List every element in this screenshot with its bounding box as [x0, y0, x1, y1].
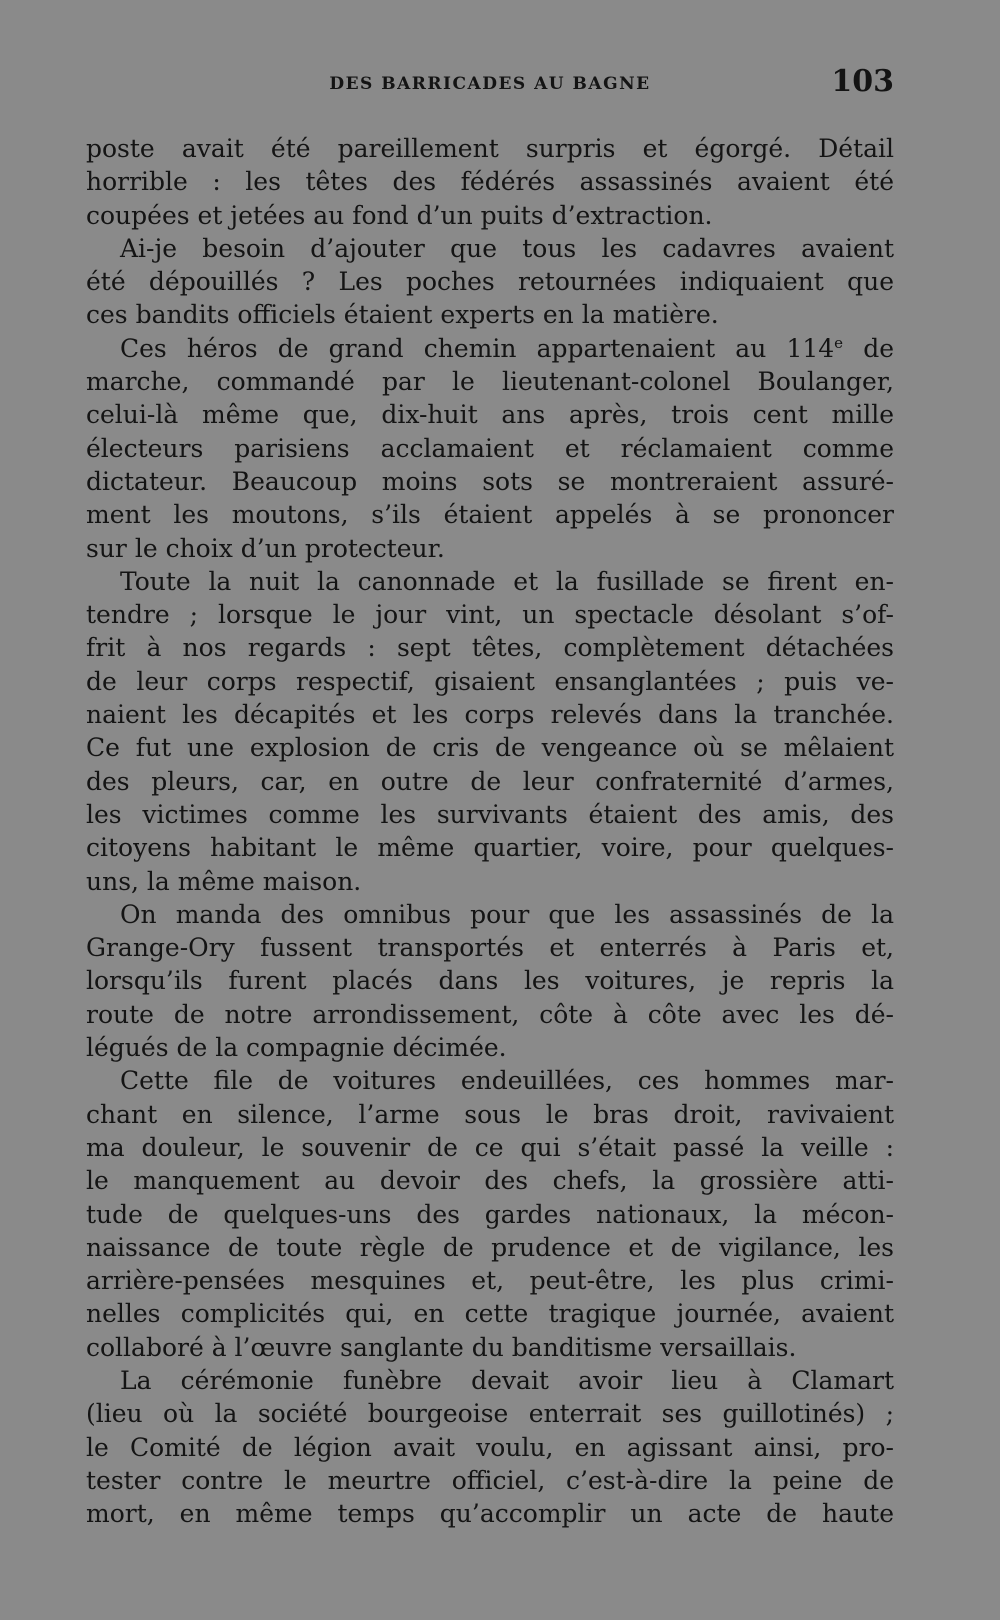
- text-line: dictateur. Beaucoup moins sots se montreraient assuré-: [86, 466, 894, 496]
- text-line: des pleurs, car, en outre de leur confraternité d’armes,: [86, 766, 894, 796]
- text-line: de leur corps respectif, gisaient ensanglantées ; puis ve-: [86, 666, 894, 696]
- text-line: le Comité de légion avait voulu, en agissant ainsi, pro-: [86, 1432, 894, 1462]
- text-body: [86, 132, 894, 1552]
- text-line: Ai-je besoin d’ajouter que tous les cadavres avaient: [120, 233, 894, 263]
- text-line: naissance de toute règle de prudence et de vigilance, les: [86, 1232, 894, 1262]
- text-line: Ce fut une explosion de cris de vengeance où se mêlaient: [86, 733, 894, 763]
- text-line: le manquement au devoir des chefs, la grossière atti-: [86, 1166, 894, 1196]
- text-line: tester contre le meurtre officiel, c’est-à-dire la peine de: [86, 1465, 894, 1495]
- running-head: [86, 62, 894, 110]
- text-line: horrible : les têtes des fédérés assassinés avaient été: [86, 167, 894, 197]
- text-line: sur le choix d’un protecteur.: [86, 533, 445, 563]
- page-number: 103: [831, 64, 894, 99]
- text-line: frit à nos regards : sept têtes, complètement détachées: [86, 633, 894, 663]
- text-line: Toute la nuit la canonnade et la fusillade se firent en-: [120, 566, 894, 596]
- text-line: poste avait été pareillement surpris et égorgé. Détail: [86, 134, 894, 163]
- text-line: Grange-Ory fussent transportés et enterrés à Paris et,: [86, 933, 894, 963]
- text-line: mort, en même temps qu’accomplir un acte de haute: [86, 1499, 894, 1529]
- text-line: Ces héros de grand chemin appartenaient au 114e de: [120, 333, 894, 363]
- text-line: coupées et jetées au fond d’un puits d’extraction.: [86, 200, 713, 230]
- text-line: ma douleur, le souvenir de ce qui s’était passé la veille :: [86, 1132, 894, 1162]
- text-line: lorsqu’ils furent placés dans les voitures, je repris la: [86, 966, 894, 996]
- text-line: ment les moutons, s’ils étaient appelés à se prononcer: [86, 500, 894, 530]
- text-line: électeurs parisiens acclamaient et réclamaient comme: [86, 433, 894, 463]
- text-line: légués de la compagnie décimée.: [86, 1033, 507, 1063]
- text-line: collaboré à l’œuvre sanglante du banditisme versaillais.: [86, 1332, 797, 1362]
- text-line: marche, commandé par le lieutenant-colonel Boulanger,: [86, 367, 894, 397]
- running-title: DES BARRICADES AU BAGNE: [329, 74, 651, 94]
- text-line: On manda des omnibus pour que les assassinés de la: [120, 899, 894, 929]
- text-line: celui-là même que, dix-huit ans après, trois cent mille: [86, 400, 894, 430]
- text-line: ces bandits officiels étaient experts en la matière.: [86, 300, 719, 330]
- text-line: tude de quelques-uns des gardes nationaux, la mécon-: [86, 1199, 894, 1229]
- text-line: arrière-pensées mesquines et, peut-être, les plus crimi-: [86, 1266, 894, 1296]
- text-line: citoyens habitant le même quartier, voire, pour quelques-: [86, 833, 894, 863]
- text-line: chant en silence, l’arme sous le bras droit, ravivaient: [86, 1099, 894, 1129]
- text-line: les victimes comme les survivants étaient des amis, des: [86, 799, 894, 829]
- text-line: Cette file de voitures endeuillées, ces hommes mar-: [120, 1066, 894, 1096]
- text-line: (lieu où la société bourgeoise enterrait ses guillotinés) ;: [86, 1399, 894, 1429]
- text-line: uns, la même maison.: [86, 866, 362, 896]
- text-line: nelles complicités qui, en cette tragique journée, avaient: [86, 1299, 894, 1329]
- text-line: La cérémonie funèbre devait avoir lieu à Clamart: [120, 1365, 894, 1395]
- text-line: route de notre arrondissement, côte à côte avec les dé-: [86, 999, 894, 1029]
- text-line: naient les décapités et les corps relevés dans la tranchée.: [86, 700, 894, 730]
- text-line: tendre ; lorsque le jour vint, un spectacle désolant s’of-: [86, 600, 894, 630]
- text-line: été dépouillés ? Les poches retournées indiquaient que: [86, 267, 894, 297]
